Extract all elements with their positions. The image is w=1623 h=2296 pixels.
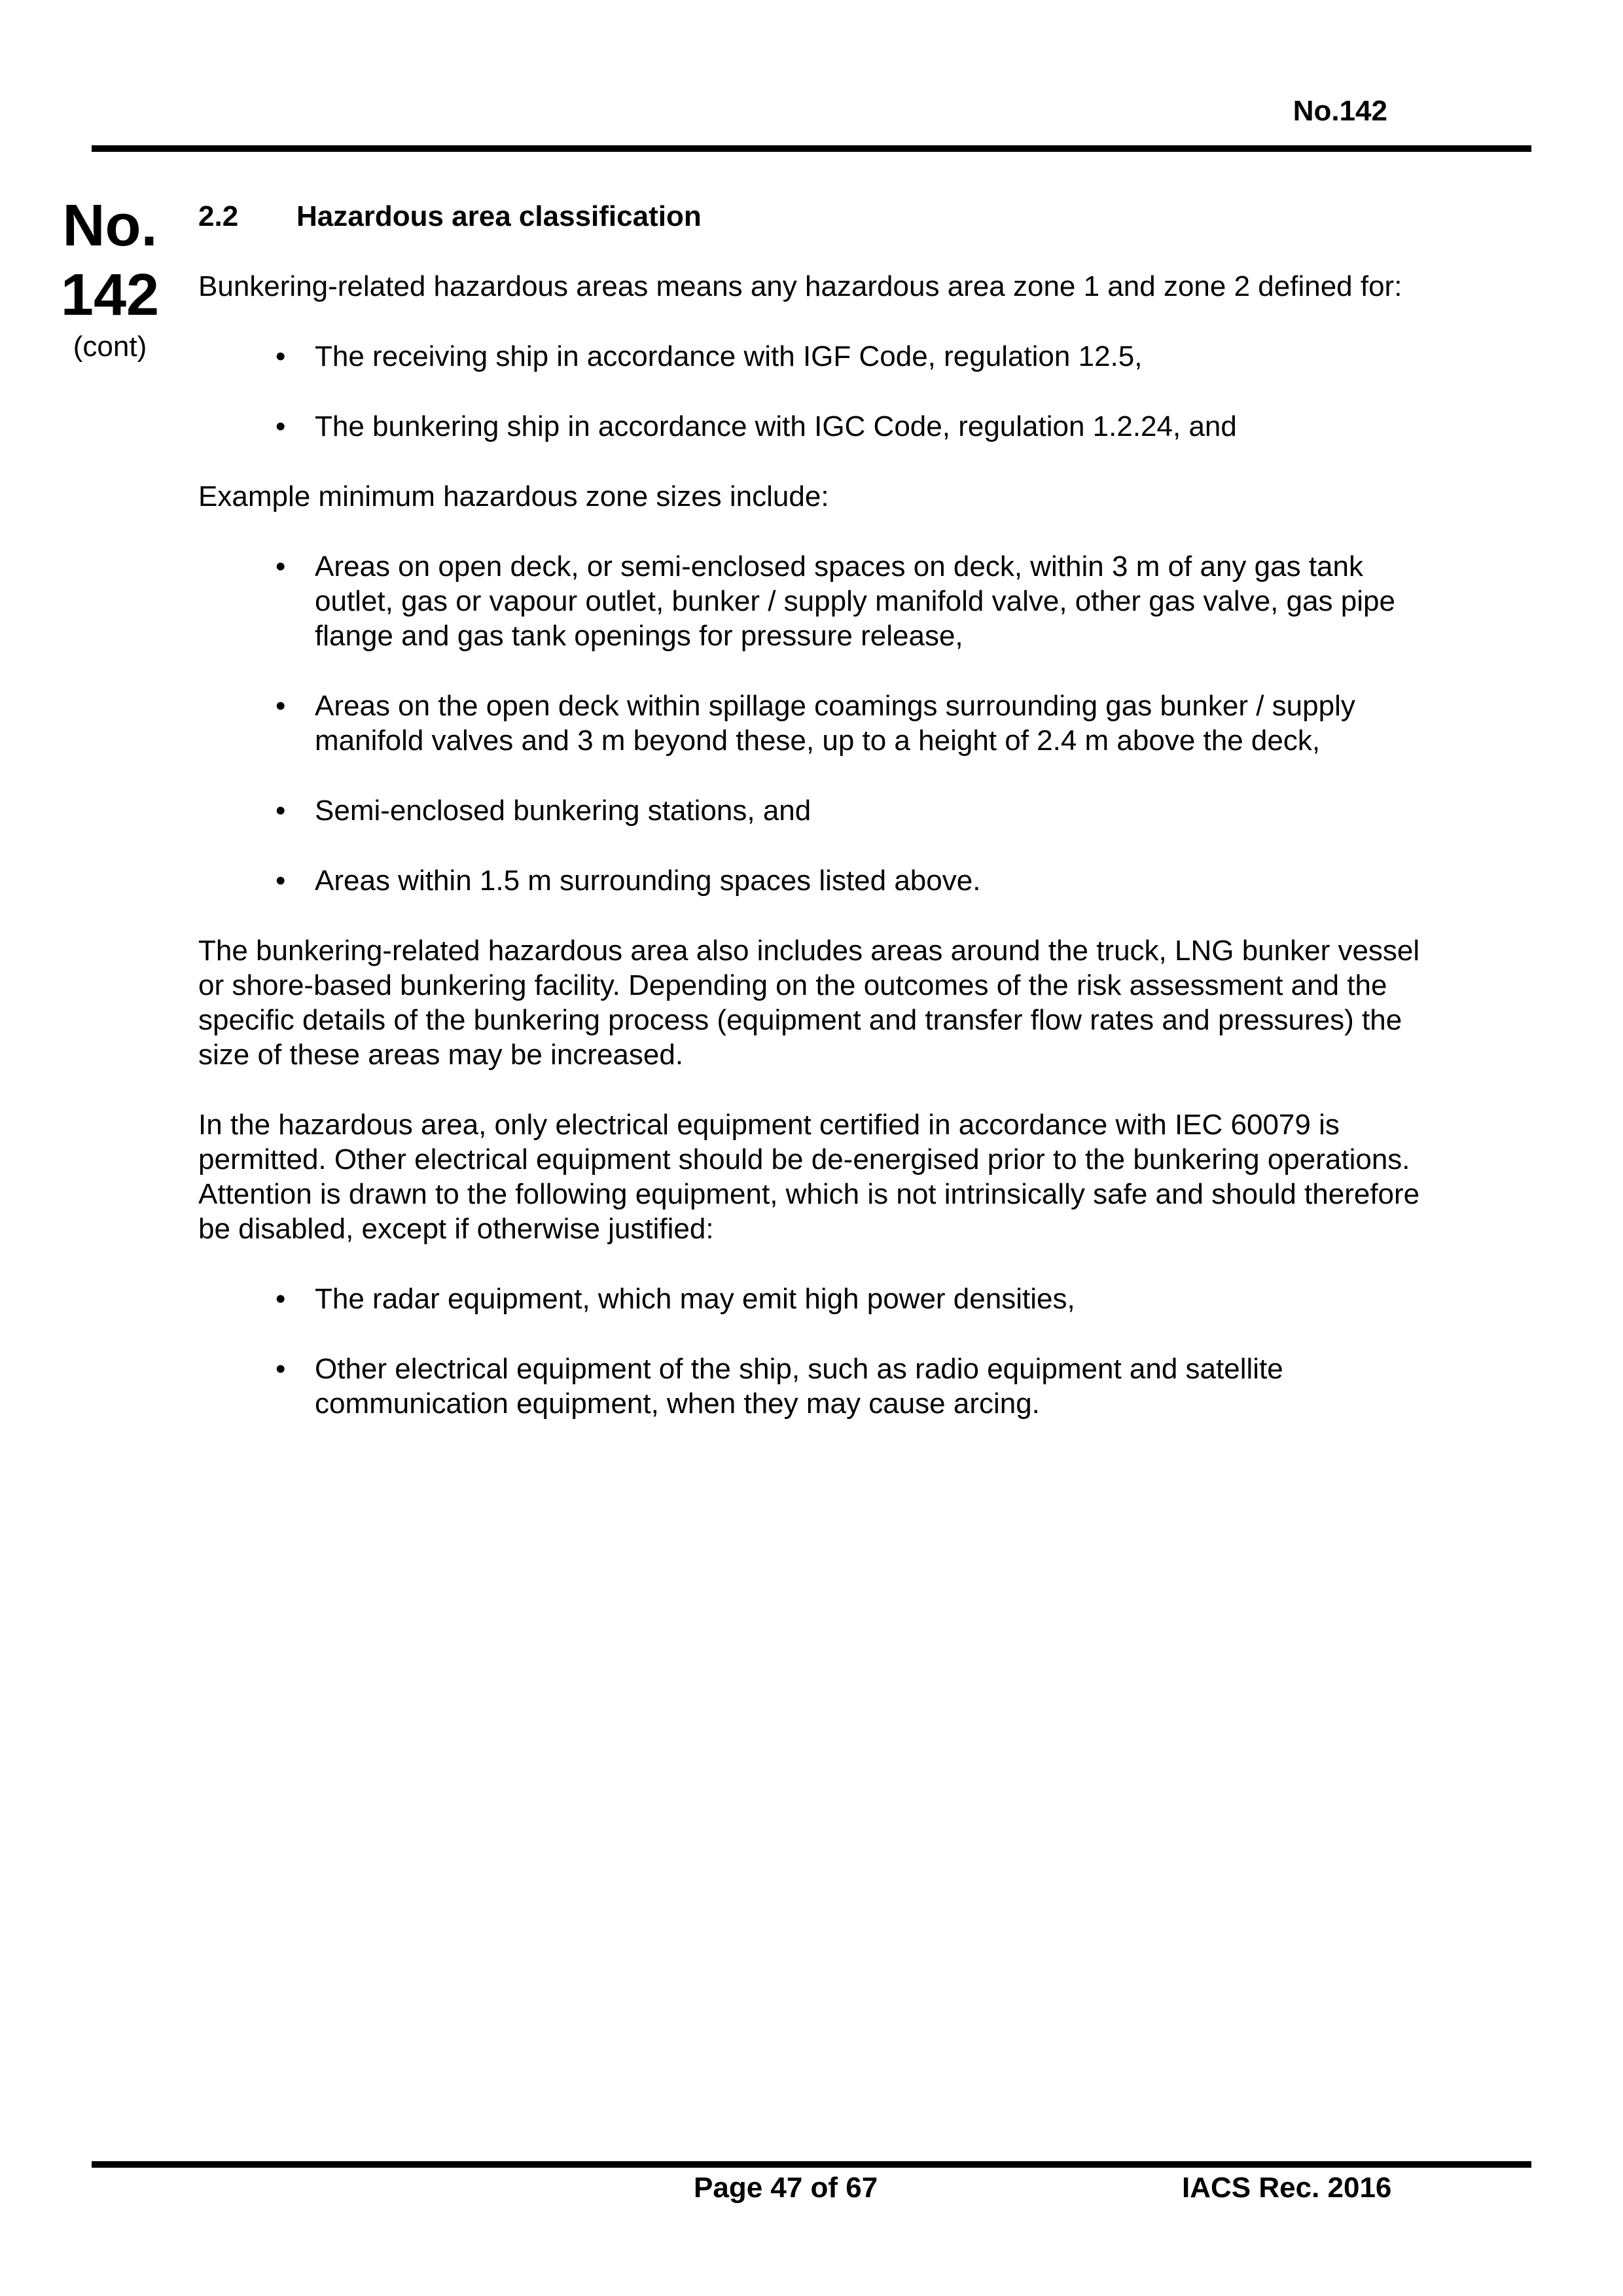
- main-content: [198, 199, 1442, 1456]
- paragraph-bunkering-area: The bunkering-related hazardous area also includes areas around the truck, LNG bunker vessel or shore-based bunkering facility. Depending on the outcomes of the risk assessment and the specific details of the bunkering process (equipment and transfer flow rates and pressures) the size of these areas may be increased.: [198, 935, 1420, 1071]
- bullet-icon: •: [276, 865, 286, 897]
- list-item-text: Semi-enclosed bunkering stations, and: [315, 795, 812, 827]
- margin-number: 142: [60, 262, 160, 328]
- list-equipment: [198, 1282, 1442, 1421]
- list-item-text: Areas within 1.5 m surrounding spaces listed above.: [315, 865, 981, 897]
- margin-cont-label: (cont): [73, 331, 147, 363]
- list-item-text: The bunkering ship in accordance with IGC Code, regulation 1.2.24, and: [315, 410, 1237, 442]
- header-doc-number: No.142: [1293, 95, 1387, 127]
- section-title: Hazardous area classification: [296, 200, 702, 232]
- list-item-text: The radar equipment, which may emit high power densities,: [315, 1283, 1075, 1315]
- list-defined-for: [198, 339, 1442, 444]
- bullet-icon: •: [276, 410, 286, 442]
- list-item: [198, 1352, 1442, 1421]
- bullet-icon: •: [276, 795, 286, 827]
- bullet-icon: •: [276, 690, 286, 722]
- list-item-text: Areas on open deck, or semi-enclosed spaces on deck, within 3 m of any gas tank outlet, gas or vapour outlet, bunker / supply manifold valve, other gas valve, gas pipe flange and gas tank openings for pressure release,: [315, 550, 1395, 652]
- list-item: [198, 409, 1442, 444]
- section-number: 2.2: [198, 200, 239, 232]
- list-item: [198, 549, 1442, 653]
- bullet-icon: •: [276, 1283, 286, 1315]
- margin-reference: [58, 193, 162, 363]
- footer-rec-label: IACS Rec. 2016: [1182, 2172, 1392, 2204]
- list-zone-sizes: [198, 549, 1442, 898]
- list-item: [198, 1282, 1442, 1316]
- list-item: [198, 689, 1442, 758]
- list-item: [198, 863, 1442, 898]
- list-item-text: Other electrical equipment of the ship, such as radio equipment and satellite communication equipment, when they may cause arcing.: [315, 1353, 1283, 1420]
- margin-no-label: No.: [62, 193, 158, 259]
- bullet-icon: •: [276, 550, 286, 583]
- list-item-text: The receiving ship in accordance with IGF Code, regulation 12.5,: [315, 340, 1143, 372]
- bullet-icon: •: [276, 1353, 286, 1385]
- list-item: [198, 339, 1442, 374]
- section-heading: [198, 199, 1442, 234]
- list-item-text: Areas on the open deck within spillage coamings surrounding gas bunker / supply manifold valves and 3 m beyond these, up to a height of 2.4 m above the deck,: [315, 690, 1355, 757]
- header-rule: [92, 145, 1531, 152]
- paragraph-intro: Bunkering-related hazardous areas means any hazardous area zone 1 and zone 2 defined for:: [198, 270, 1402, 302]
- list-item: [198, 793, 1442, 828]
- bullet-icon: •: [276, 340, 286, 372]
- paragraph-electrical-equipment: In the hazardous area, only electrical equipment certified in accordance with IEC 60079 is permitted. Other electrical equipment should be de-energised prior to the bunkering operations. Attention is drawn to the following equipment, which is not intrinsically safe and should therefore be disabled, except if otherwise justified:: [198, 1109, 1420, 1245]
- paragraph-zone-sizes: Example minimum hazardous zone sizes include:: [198, 480, 829, 512]
- footer-rule: [92, 2161, 1531, 2168]
- footer-page-number: Page 47 of 67: [694, 2172, 878, 2204]
